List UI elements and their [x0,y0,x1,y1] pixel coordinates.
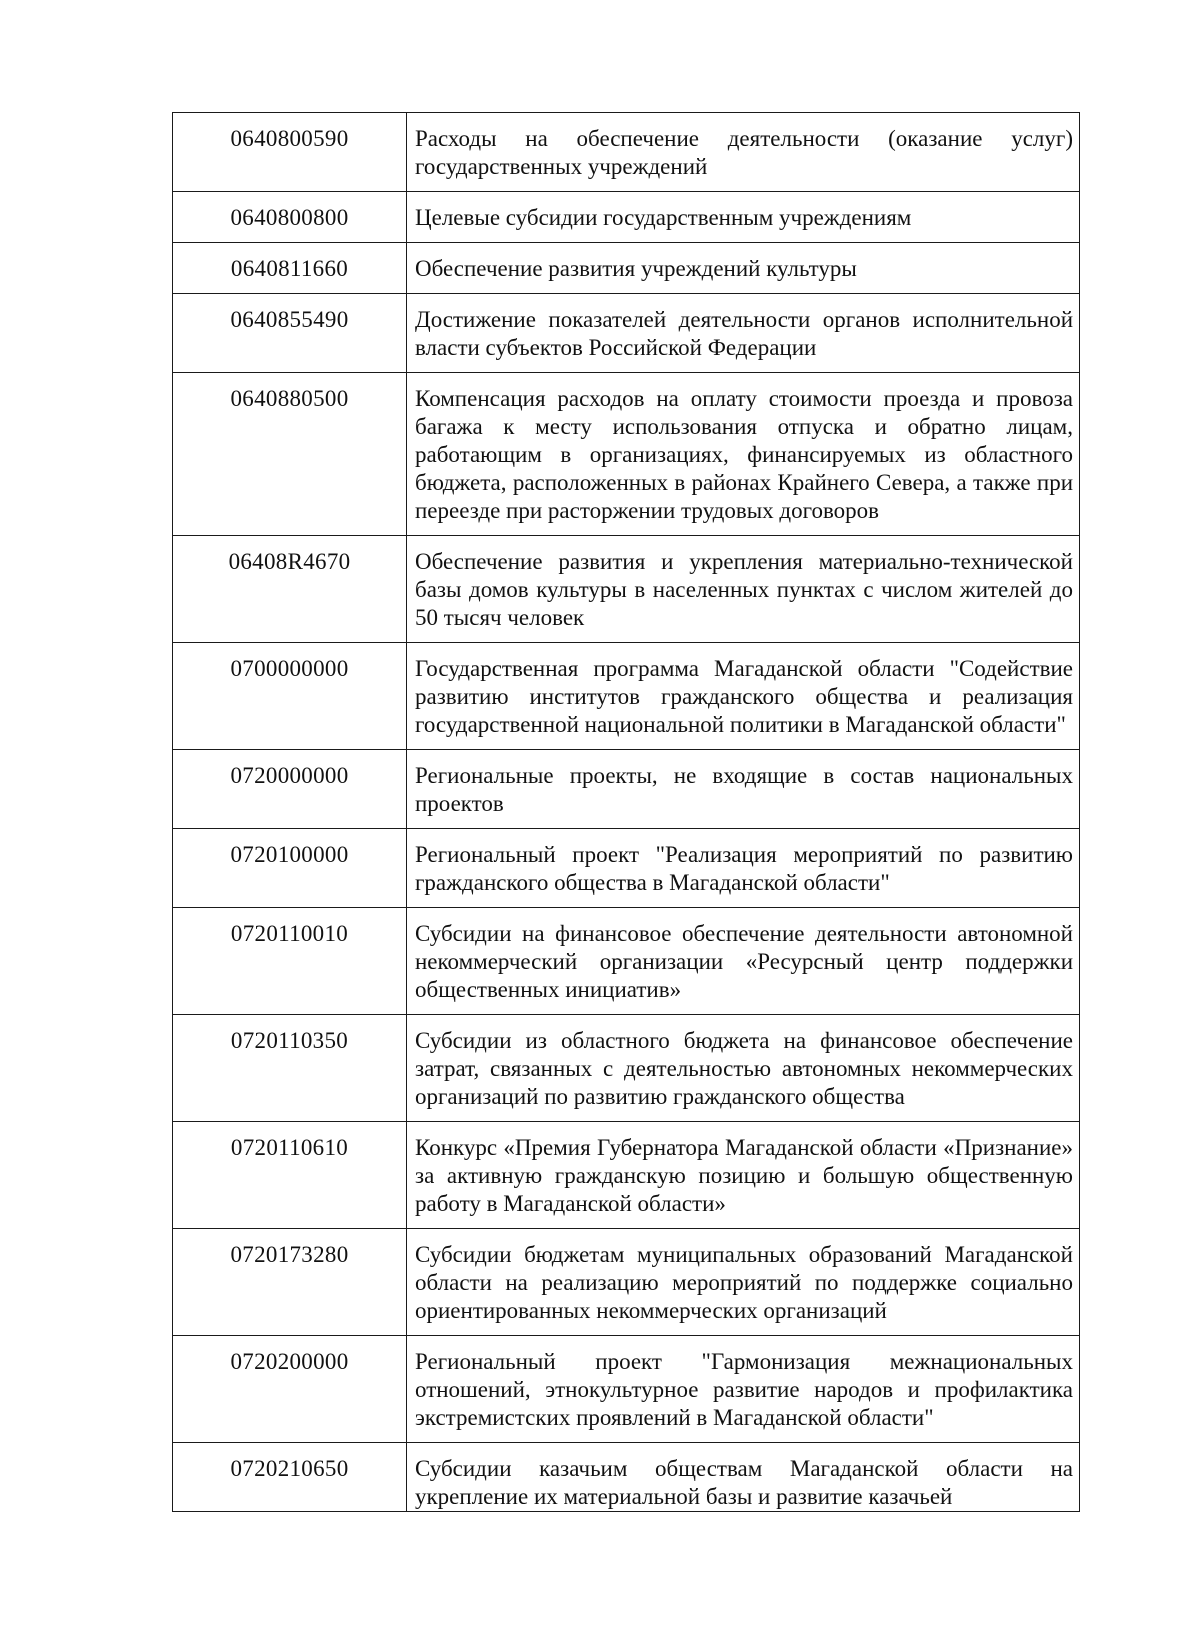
table-row [173,750,1080,829]
classification-code: 0720000000 [173,750,407,829]
classification-code: 0700000000 [173,643,407,750]
table-row [173,294,1080,373]
classification-code: 0720110350 [173,1015,407,1122]
table-row [173,536,1080,643]
classification-code: 0720200000 [173,1336,407,1443]
classification-description: Региональные проекты, не входящие в состав национальных проектов [407,750,1080,829]
budget-classification-table [172,112,1080,1512]
classification-description: Субсидии на финансовое обеспечение деятельности автономной некоммерческий организации «Ресурсный центр поддержки общественных инициатив» [407,908,1080,1015]
table-row [173,1229,1080,1336]
classification-description: Обеспечение развития и укрепления материально-технической базы домов культуры в населенных пунктах с числом жителей до 50 тысяч человек [407,536,1080,643]
table-row [173,192,1080,243]
classification-description: Расходы на обеспечение деятельности (оказание услуг) государственных учреждений [407,113,1080,192]
classification-description: Государственная программа Магаданской области "Содействие развитию институтов гражданского общества и реализация государственной национальной политики в Магаданской области" [407,643,1080,750]
classification-description: Конкурс «Премия Губернатора Магаданской области «Признание» за активную гражданскую позицию и большую общественную работу в Магаданской области» [407,1122,1080,1229]
classification-code: 0640855490 [173,294,407,373]
classification-description: Субсидии казачьим обществам Магаданской области на укрепление их материальной базы и развитие казачьей [407,1443,1080,1512]
classification-description: Субсидии бюджетам муниципальных образований Магаданской области на реализацию мероприятий по поддержке социально ориентированных некоммерческих организаций [407,1229,1080,1336]
classification-code: 0720210650 [173,1443,407,1512]
table-row [173,1015,1080,1122]
classification-description: Региональный проект "Гармонизация межнациональных отношений, этнокультурное развитие народов и профилактика экстремистских проявлений в Магаданской области" [407,1336,1080,1443]
classification-description: Целевые субсидии государственным учреждениям [407,192,1080,243]
classification-code: 0720100000 [173,829,407,908]
classification-description: Обеспечение развития учреждений культуры [407,243,1080,294]
classification-description: Субсидии из областного бюджета на финансовое обеспечение затрат, связанных с деятельностью автономных некоммерческих организаций по развитию гражданского общества [407,1015,1080,1122]
classification-code: 06408R4670 [173,536,407,643]
classification-code: 0640811660 [173,243,407,294]
classification-code: 0640880500 [173,373,407,536]
classification-code: 0720110010 [173,908,407,1015]
table-row [173,243,1080,294]
table-row [173,1443,1080,1512]
table-row [173,643,1080,750]
classification-code: 0720110610 [173,1122,407,1229]
table-row [173,829,1080,908]
classification-description: Компенсация расходов на оплату стоимости проезда и провоза багажа к месту использования отпуска и обратно лицам, работающим в организациях, финансируемых из областного бюджета, расположенных в районах Крайнего Севера, а также при переезде при расторжении трудовых договоров [407,373,1080,536]
classification-code: 0720173280 [173,1229,407,1336]
classification-description: Достижение показателей деятельности органов исполнительной власти субъектов Российской Федерации [407,294,1080,373]
table-row [173,1336,1080,1443]
table-row [173,113,1080,192]
table-row [173,373,1080,536]
table-row [173,1122,1080,1229]
table-row [173,908,1080,1015]
classification-description: Региональный проект "Реализация мероприятий по развитию гражданского общества в Магаданской области" [407,829,1080,908]
classification-code: 0640800800 [173,192,407,243]
classification-code: 0640800590 [173,113,407,192]
